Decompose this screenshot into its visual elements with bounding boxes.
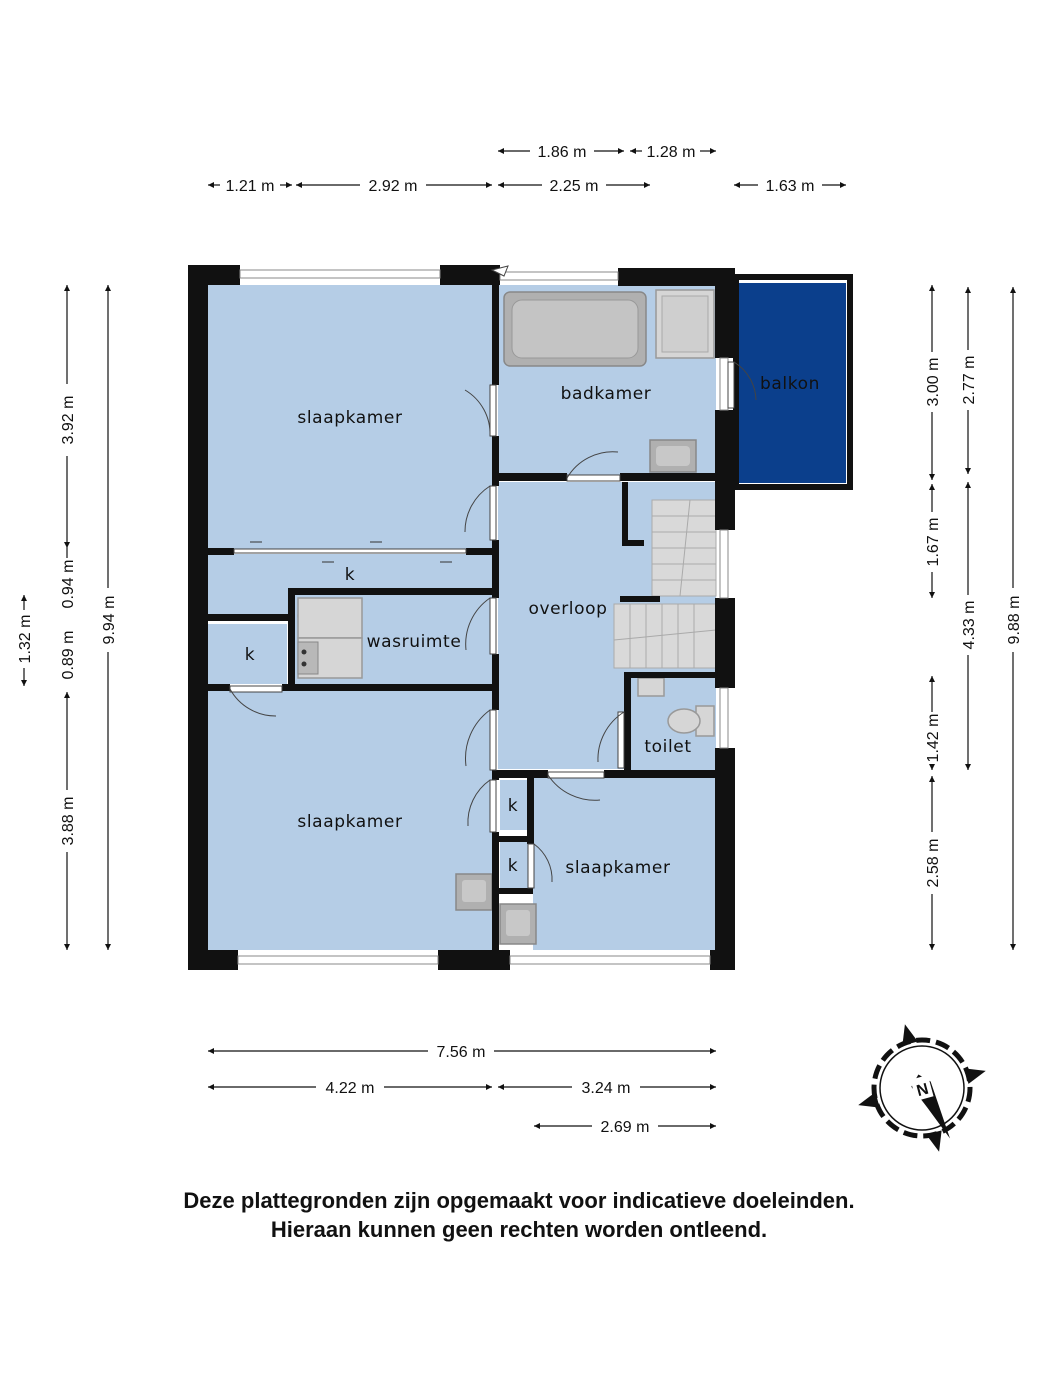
dim-left-mid-b: 0.94 m: [60, 559, 77, 609]
label-balcony: balkon: [760, 374, 820, 394]
compass-icon: [856, 1022, 988, 1154]
compass-label: N: [914, 1080, 931, 1101]
dim-right-total: 9.88 m: [1006, 595, 1023, 645]
dim-top2-a: 1.21 m: [225, 178, 275, 195]
stairs-lower: [614, 604, 716, 668]
label-closet-a: k: [507, 796, 519, 816]
dim-top2-d: 1.63 m: [765, 178, 815, 195]
dim-top1-b: 1.28 m: [646, 144, 696, 161]
dim-right-in-b: 1.67 m: [925, 517, 942, 567]
window-toilet: [720, 688, 728, 748]
toilet-sink-icon: [638, 678, 664, 696]
window-balcony-door: [720, 358, 728, 410]
label-bathroom: badkamer: [560, 384, 652, 404]
dim-bottom2-b: 3.24 m: [581, 1080, 631, 1097]
label-hall-closet: k: [344, 565, 356, 585]
window-stairs: [720, 530, 728, 598]
dim-right-mid-b: 4.33 m: [961, 600, 978, 650]
laundry-counter-icon: [298, 598, 362, 638]
label-toilet: toilet: [644, 737, 692, 757]
disclaimer-line-2: Hieraan kunnen geen rechten worden ontleend.: [270, 1217, 768, 1242]
dim-bottom-total: 7.56 m: [436, 1044, 486, 1061]
dim-right-mid-a: 2.77 m: [961, 355, 978, 405]
stove-icon: [298, 642, 318, 674]
dim-right-in-a: 3.00 m: [925, 357, 942, 407]
dim-left-mid-c: 0.89 m: [60, 630, 77, 680]
dim-right-in-c: 1.42 m: [925, 713, 942, 763]
dim-bottom3: 2.69 m: [600, 1119, 650, 1136]
label-bedroom-top: slaapkamer: [297, 408, 403, 428]
label-closet-b: k: [507, 856, 519, 876]
label-laundry: wasruimte: [366, 632, 462, 652]
dim-left-mid-d: 3.88 m: [60, 796, 77, 846]
dim-top2-b: 2.92 m: [368, 178, 418, 195]
window-bedroom-bottom-right: [510, 956, 710, 964]
dim-right-in-d: 2.58 m: [925, 838, 942, 888]
dim-bottom2-a: 4.22 m: [325, 1080, 375, 1097]
disclaimer: [0, 1186, 1038, 1244]
label-landing: overloop: [528, 599, 608, 619]
dim-left-outer: 1.32 m: [17, 614, 34, 664]
dim-left-total: 9.94 m: [101, 595, 118, 645]
label-bedroom-bottom-left: slaapkamer: [297, 812, 403, 832]
window-bedroom-top: [240, 270, 440, 278]
disclaimer-line-1: Deze plattegronden zijn opgemaakt voor indicatieve doeleinden.: [183, 1188, 855, 1213]
window-bathroom: [500, 272, 618, 280]
label-left-closet: k: [244, 645, 256, 665]
window-bedroom-bottom-left: [238, 956, 438, 964]
dim-left-mid-a: 3.92 m: [60, 395, 77, 445]
dim-top1-a: 1.86 m: [537, 144, 587, 161]
dim-top2-c: 2.25 m: [549, 178, 599, 195]
label-bedroom-bottom-right: slaapkamer: [565, 858, 671, 878]
